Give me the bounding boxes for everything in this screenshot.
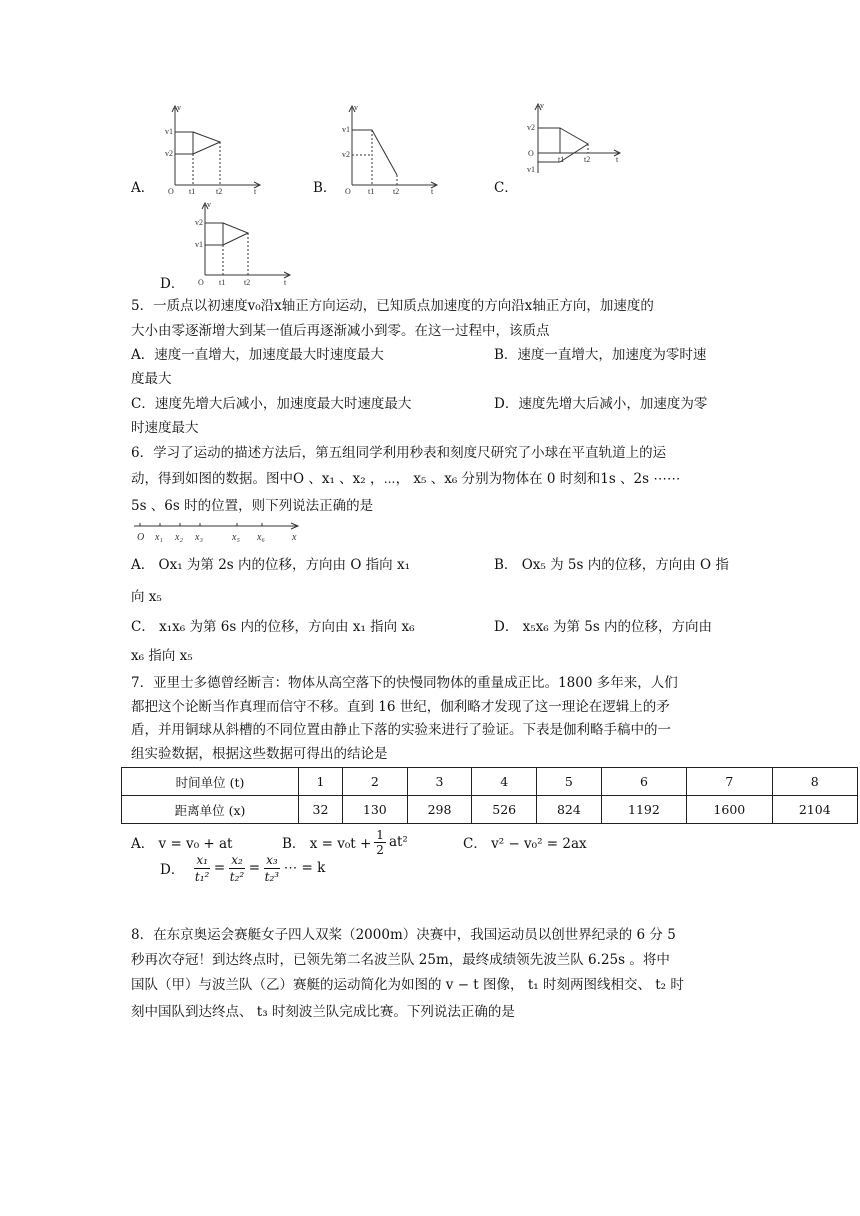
table-cell: 130 (343, 796, 408, 824)
option-d-label: D． (160, 276, 185, 292)
q5-option-a: A．速度一直增大，加速度最大时速度最大 (131, 347, 384, 363)
label-t1: t1 (558, 155, 565, 164)
table-cell: 4 (472, 768, 537, 796)
label-v1: v1 (342, 125, 350, 134)
label-t: t (431, 187, 434, 195)
q6-stem-line3: 5s 、6s 时的位置，则下列说法正确的是 (131, 498, 374, 514)
galileo-data-table (121, 767, 858, 824)
q8-stem-line2: 秒再次夺冠！到达终点时，已领先第二名波兰队 25m，最终成绩领先波兰队 6.25s 。将中 (131, 952, 670, 968)
table-cell: 1 (299, 768, 343, 796)
q6-number-line (132, 520, 312, 546)
q7-option-d-label: D． (160, 862, 185, 878)
q6-option-b: B． Ox₅ 为 5s 内的位移，方向由 O 指 (494, 557, 729, 573)
fraction-numerator: x₃ (266, 852, 278, 867)
label-t: t (616, 155, 619, 164)
table-row-time (122, 768, 858, 796)
label-v2: v2 (195, 218, 203, 227)
q7-stem-line1: 7．亚里士多德曾经断言：物体从高空落下的快慢同物体的重量成正比。1800 多年来，人们 (131, 675, 678, 691)
label-t2: t2 (584, 155, 591, 164)
label-v1: v1 (527, 165, 535, 174)
velocity-line (352, 130, 397, 175)
label-v2: v2 (165, 149, 173, 158)
axis-label-x: x (292, 532, 297, 543)
table-cell: 298 (407, 796, 472, 824)
fraction-denominator: t₂³ (264, 869, 280, 884)
q5-option-d-cont: 时速度最大 (131, 420, 199, 436)
q6-option-d-cont: x₆ 指向 x₅ (131, 648, 193, 664)
q5-option-b-cont: 度最大 (131, 371, 172, 387)
label-t2: t2 (244, 278, 251, 287)
fraction-numerator: x₂ (231, 852, 243, 867)
graph-d (190, 197, 300, 292)
q5-option-c: C．速度先增大后减小，加速度最大时速度最大 (131, 396, 412, 412)
fraction-1 (194, 852, 210, 885)
label-t2: t2 (216, 187, 223, 195)
q7-option-d-tail: ⋯ = k (283, 860, 326, 876)
table-cell: 8 (772, 768, 857, 796)
option-a-label: A． (131, 180, 155, 196)
table-cell: 3 (407, 768, 472, 796)
q7-option-b-prefix: B． x = v₀t + (282, 836, 372, 852)
table-cell: 32 (299, 796, 343, 824)
label-t: t (284, 278, 287, 287)
axis-label-x1: x₁ (155, 532, 163, 543)
table-cell: 2 (343, 768, 408, 796)
q8-stem-line1: 8．在东京奥运会赛艇女子四人双桨（2000m）决赛中，我国运动员以创世界纪录的 6 分 5 (131, 927, 676, 943)
q7-option-b-suffix: at² (388, 834, 408, 850)
graph-a (160, 100, 270, 195)
option-b-label: B． (313, 180, 337, 196)
q6-option-b-cont: 向 x₅ (131, 589, 162, 605)
label-v: v (177, 103, 181, 112)
label-v: v (540, 101, 544, 110)
q5-stem-line1: 5．一质点以初速度v₀沿x轴正方向运动，已知质点加速度的方向沿x轴正方向，加速度的 (131, 298, 654, 314)
table-cell: 6 (601, 768, 686, 796)
label-o: O (198, 278, 204, 287)
fraction-numerator: x₁ (196, 852, 208, 867)
fraction-denominator: t₁² (194, 869, 210, 884)
label-t1: t1 (368, 187, 375, 195)
table-cell: 5 (537, 768, 602, 796)
label-t1: t1 (189, 187, 196, 195)
q8-stem-line3: 国队（甲）与波兰队（乙）赛艇的运动简化为如图的 v − t 图像， t₁ 时刻两图线相交、 t₂ 时 (131, 977, 684, 993)
table-cell: 1600 (687, 796, 772, 824)
q5-stem-line2: 大小由零逐渐增大到某一值后再逐渐减小到零。在这一过程中，该质点 (131, 323, 550, 339)
table-header-time: 时间单位 (t) (122, 768, 299, 796)
q7-stem-line3: 盾，并用铜球从斜槽的不同位置由静止下落的实验来进行了验证。下表是伽利略手稿中的一 (131, 722, 671, 738)
q7-option-a: A． v = v₀ + at (131, 836, 233, 852)
axis-label-x2: x₂ (175, 532, 183, 543)
label-o: O (168, 187, 174, 195)
fraction-3 (264, 852, 280, 885)
label-o: O (345, 187, 351, 195)
q6-option-c: C． x₁x₆ 为第 6s 内的位移，方向由 x₁ 指向 x₆ (131, 619, 415, 635)
q6-stem-line2: 动，得到如图的数据。图中O 、x₁ 、x₂ ，⋯， x₅ 、x₆ 分别为物体在 0 时刻和1s 、2s ⋯⋯ (131, 471, 681, 487)
table-cell: 7 (687, 768, 772, 796)
axis-label-o: O (137, 532, 145, 543)
table-cell: 2104 (772, 796, 857, 824)
fraction-2 (229, 852, 245, 885)
label-v: v (354, 103, 358, 112)
table-header-distance: 距离单位 (x) (122, 796, 299, 824)
q6-option-d: D． x₅x₆ 为第 5s 内的位移，方向由 (494, 619, 713, 635)
triangle (193, 132, 220, 154)
table-cell: 824 (537, 796, 602, 824)
fraction-numerator: 1 (376, 827, 384, 842)
fraction-denominator: 2 (376, 842, 384, 857)
fraction-denominator: t₂² (229, 869, 245, 884)
q5-option-b: B．速度一直增大，加速度为零时速 (494, 347, 707, 363)
option-c-label: C． (494, 180, 518, 196)
label-t2: t2 (393, 187, 400, 195)
axis-label-x5: x₅ (232, 532, 240, 543)
label-v: v (207, 200, 211, 209)
q7-stem-line4: 组实验数据，根据这些数据可得出的结论是 (131, 746, 388, 762)
label-o: O (528, 149, 534, 158)
graph-b (337, 100, 447, 195)
label-t1: t1 (219, 278, 226, 287)
label-v1: v1 (165, 127, 173, 136)
q7-stem-line2: 都把这个论断当作真理而信守不移。直到 16 世纪，伽利略才发现了这一理论在逻辑上的矛 (131, 699, 670, 715)
label-v1: v1 (195, 240, 203, 249)
q7-option-c: C． v² − v₀² = 2ax (463, 836, 587, 852)
label-v2: v2 (342, 150, 350, 159)
rect-block (175, 132, 193, 154)
axis-label-x3: x₃ (195, 532, 203, 543)
graph-c (520, 98, 635, 183)
q7-option-d: D． $\frac{\text{x₁}}{\text{t₁²}}$ = $\frac{\text{x₂}}{\text{t₂²}}$ = $\frac{\text{x₃}}{\text{t₂³}}$ ⋯ = k (160, 852, 326, 884)
q5-option-d: D．速度先增大后减小，加速度为零 (494, 396, 708, 412)
table-cell: 1192 (601, 796, 686, 824)
q6-stem-line1: 6．学习了运动的描述方法后，第五组同学利用秒表和刻度尺研究了小球在平直轨道上的运 (131, 445, 667, 461)
table-row-distance (122, 796, 858, 824)
label-v2: v2 (527, 123, 535, 132)
label-t: t (254, 187, 257, 195)
half-fraction (374, 828, 386, 857)
q6-option-a: A． Ox₁ 为第 2s 内的位移，方向由 O 指向 x₁ (131, 557, 410, 573)
q8-stem-line4: 刻中国队到达终点、 t₃ 时刻波兰队完成比赛。下列说法正确的是 (131, 1004, 515, 1020)
table-cell: 526 (472, 796, 537, 824)
axis-label-x6: x₆ (257, 532, 265, 543)
